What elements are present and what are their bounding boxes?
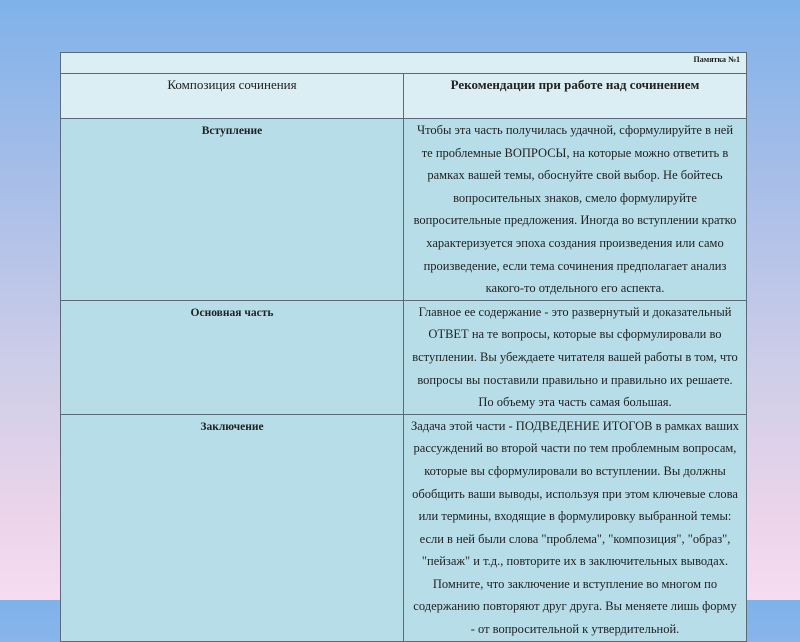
section-label-introduction: Вступление <box>61 119 404 301</box>
table-row-introduction <box>61 119 747 301</box>
section-label-conclusion: Заключение <box>61 414 404 641</box>
header-row <box>61 74 747 119</box>
section-text-conclusion: Задача этой части - ПОДВЕДЕНИЕ ИТОГОВ в рамках ваших рассуждений во второй части по тем проблемным вопросам, которые вы сформулировали во вступлении. Вы должны обобщить ваши выводы, используя при этом ключевые слова или термины, входящие в формулировку выбранной темы: если в ней были слова "проблема", "композиция", "образ", "пейзаж" и т.д., повторите их в заключительных выводах. Помните, что заключение и вступление во многом по содержанию повторяют друг друга. Вы меняете лишь форму - от вопросительной к утвердительной. <box>404 414 747 641</box>
table-row-conclusion <box>61 414 747 641</box>
section-text-main-part: Главное ее содержание - это развернутый и доказательный ОТВЕТ на те вопросы, которые вы сформулировали во вступлении. Вы убеждаете читателя вашей работы в том, что вопросы вы поставили правильно и правильно их решаете. По объему эта часть самая большая. <box>404 300 747 414</box>
section-text-introduction: Чтобы эта часть получилась удачной, сформулируйте в ней те проблемные ВОПРОСЫ, на которые можно ответить в рамках вашей темы, обоснуйте свой выбор. Не бойтесь вопросительных знаков, смело формулируйте вопросительные предложения. Иногда во вступлении кратко характеризуется эпоха создания произведения или само произведение, если тема сочинения предполагает анализ какого-то отдельного его аспекта. <box>404 119 747 301</box>
memo-table <box>60 52 747 642</box>
section-label-main-part: Основная часть <box>61 300 404 414</box>
header-recommendations: Рекомендации при работе над сочинением <box>404 74 747 119</box>
header-composition: Композиция сочинения <box>61 74 404 119</box>
title-row <box>61 53 747 74</box>
table-row-main-part <box>61 300 747 414</box>
memo-title: Памятка №1 <box>61 53 747 74</box>
